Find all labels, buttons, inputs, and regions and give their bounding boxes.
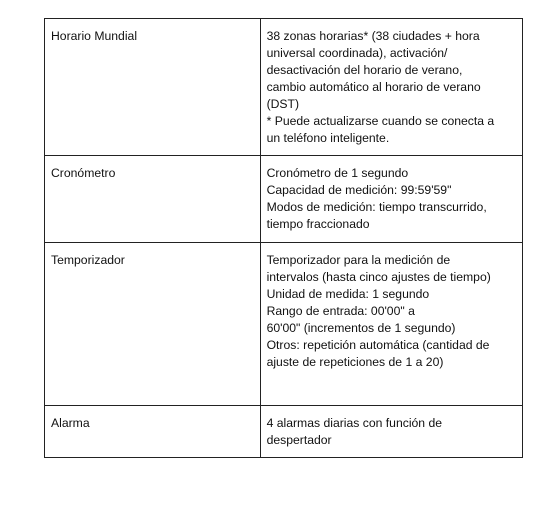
value-line: cambio automático al horario de verano bbox=[266, 80, 481, 94]
value-line: Otros: repetición automática (cantidad de bbox=[266, 338, 490, 352]
value-line: despertador bbox=[266, 433, 332, 447]
value-line: * Puede actualizarse cuando se conecta a bbox=[266, 114, 495, 128]
value-line: Rango de entrada: 00'00" a bbox=[266, 304, 415, 318]
value-line: Cronómetro de 1 segundo bbox=[266, 166, 409, 180]
value-line: Temporizador para la medición de bbox=[266, 253, 451, 267]
value-line: intervalos (hasta cinco ajustes de tiempo) bbox=[266, 270, 491, 284]
value-line: 60'00" (incrementos de 1 segundo) bbox=[266, 321, 456, 335]
value-line: ajuste de repeticiones de 1 a 20) bbox=[266, 355, 444, 369]
value-line: 4 alarmas diarias con función de bbox=[266, 416, 443, 430]
value-line: Modos de medición: tiempo transcurrido, bbox=[266, 200, 487, 214]
table-row bbox=[45, 406, 523, 458]
table-row bbox=[45, 156, 523, 243]
row-value-stopwatch bbox=[260, 156, 522, 243]
row-label-timer: Temporizador bbox=[45, 243, 261, 406]
value-line: Unidad de medida: 1 segundo bbox=[266, 287, 430, 301]
value-line: Capacidad de medición: 99:59'59" bbox=[266, 183, 452, 197]
value-line: desactivación del horario de verano, bbox=[266, 63, 463, 77]
row-value-alarm bbox=[260, 406, 522, 458]
value-line: 38 zonas horarias* (38 ciudades + hora bbox=[266, 29, 480, 43]
row-label-alarm: Alarma bbox=[45, 406, 261, 458]
specifications-table bbox=[44, 18, 523, 458]
row-label-stopwatch: Cronómetro bbox=[45, 156, 261, 243]
value-line: tiempo fraccionado bbox=[266, 217, 370, 231]
value-line: un teléfono inteligente. bbox=[266, 131, 390, 145]
table-row bbox=[45, 19, 523, 156]
value-line: universal coordinada), activación/ bbox=[266, 46, 448, 60]
row-value-timer bbox=[260, 243, 522, 406]
row-label-world-time: Horario Mundial bbox=[45, 19, 261, 156]
table-row bbox=[45, 243, 523, 406]
row-value-world-time bbox=[260, 19, 522, 156]
value-line: (DST) bbox=[266, 97, 300, 111]
